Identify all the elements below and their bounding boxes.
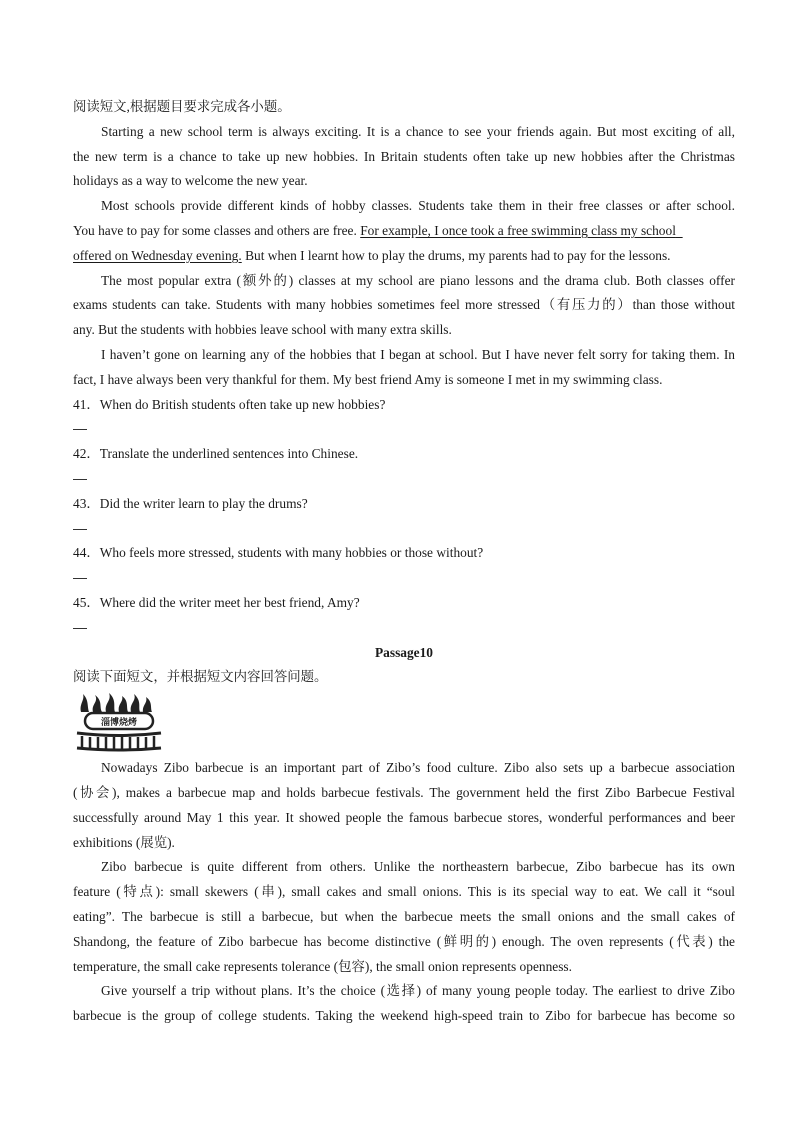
question-41: 41．When do British students often take up new hobbies? — [73, 396, 386, 412]
answer-line — [73, 517, 87, 530]
passage9-p3-line3: any. But the students with hobbies leave school with many extra skills. — [73, 322, 452, 338]
passage10-title: Passage10 — [374, 644, 434, 660]
answer-line — [73, 417, 87, 430]
passage10-p2-line4: Shandong, the feature of Zibo barbecue has become distinctive (鲜明的) enough. The oven represents (代表) the — [73, 933, 735, 949]
passage10-instruction: 阅读下面短文，并根据短文内容回答问题。 — [73, 669, 328, 685]
passage9-p2-line2-text: You have to pay for some classes and others are free. — [73, 222, 361, 238]
question-45: 45．Where did the writer meet her best friend, Amy? — [73, 594, 360, 610]
passage10-p1-line1: Nowadays Zibo barbecue is an important part of Zibo’s food culture. Zibo also sets up a barbecue association — [101, 760, 735, 776]
passage9-p1-line1: Starting a new school term is always exciting. It is a chance to see your friends again. But most exciting of all, — [101, 123, 735, 139]
passage9-p1-line2: the new term is a chance to take up new hobbies. In Britain students often take up new hobbies after the Christmas — [73, 148, 735, 164]
answer-line — [73, 566, 87, 579]
passage10-p2-line2: feature (特点): small skewers (串), small cakes and small onions. This is its special way to eat. We call it “soul — [73, 884, 735, 900]
document-content — [73, 95, 735, 1029]
passage9-p2-line3 — [73, 244, 735, 269]
zibo-barbecue-logo — [73, 692, 169, 752]
question-42: 42．Translate the underlined sentences into Chinese. — [73, 446, 359, 462]
passage10-p1-line4: exhibitions (展览). — [73, 834, 175, 850]
passage9-p4-line1: I haven’t gone on learning any of the hobbies that I began at school. But I have never felt sorry for taking them. In — [101, 346, 735, 362]
passage10-p3-line1: Give yourself a trip without plans. It’s the choice (选择) of many young people today. The earliest to drive Zibo — [101, 983, 735, 999]
passage9-p2-line3-text: But when I learnt how to play the drums, my parents had to pay for the lessons. — [241, 247, 671, 263]
passage9-instruction: 阅读短文,根据题目要求完成各小题。 — [73, 99, 291, 114]
logo-row — [73, 690, 735, 756]
passage10-p2-line3: eating”. The barbecue is still a barbecue, but when the barbecue meets the small onions and the small cakes of — [73, 908, 735, 924]
passage9-p2-line2 — [73, 219, 735, 244]
answer-blank-42[interactable] — [73, 467, 735, 492]
underlined-sentence-part2: offered on Wednesday evening. — [73, 247, 242, 263]
passage9-p4-line2: fact, I have always been very thankful for them. My best friend Amy is someone I met in my swimming class. — [73, 371, 663, 387]
passage9-p3-line1: The most popular extra (额外的) classes at my school are piano lessons and the drama club. Both classes offer — [101, 272, 735, 288]
answer-line — [73, 467, 87, 480]
passage10-p2-line1: Zibo barbecue is quite different from others. Unlike the northeastern barbecue, Zibo barbecue has its own — [101, 859, 735, 875]
logo-text: 淄博烧烤 — [100, 718, 138, 729]
passage10-p1-line2: (协会), makes a barbecue map and holds barbecue festivals. The government held the first Zibo Barbecue Festival — [73, 784, 735, 800]
passage10-p2-line5: temperature, the small cake represents tolerance (包容), the small onion represents openness. — [73, 958, 572, 974]
passage9-p2-line1: Most schools provide different kinds of hobby classes. Students take them in their free classes or after school. — [101, 198, 735, 214]
passage9-p1-line3: holidays as a way to welcome the new year. — [73, 173, 308, 189]
question-43: 43．Did the writer learn to play the drums? — [73, 495, 308, 511]
passage10-p1-line3: successfully around May 1 this year. It showed people the famous barbecue stores, wonderful performances and beer — [73, 809, 735, 825]
underlined-sentence-part1: For example, I once took a free swimming class my school — [360, 222, 676, 238]
passage9-p3-line2: exams students can take. Students with many hobbies sometimes feel more stressed（有压力的）than those without — [73, 297, 735, 313]
answer-blank-43[interactable] — [73, 517, 735, 542]
question-44: 44．Who feels more stressed, students with many hobbies or those without? — [73, 545, 484, 561]
answer-line — [73, 616, 87, 629]
answer-blank-41[interactable] — [73, 417, 735, 442]
answer-blank-45[interactable] — [73, 616, 735, 641]
passage10-p3-line2: barbecue is the group of college students. Taking the weekend high-speed train to Zibo for barbecue has become so — [73, 1008, 735, 1024]
underline-tail — [676, 223, 683, 238]
answer-blank-44[interactable] — [73, 566, 735, 591]
